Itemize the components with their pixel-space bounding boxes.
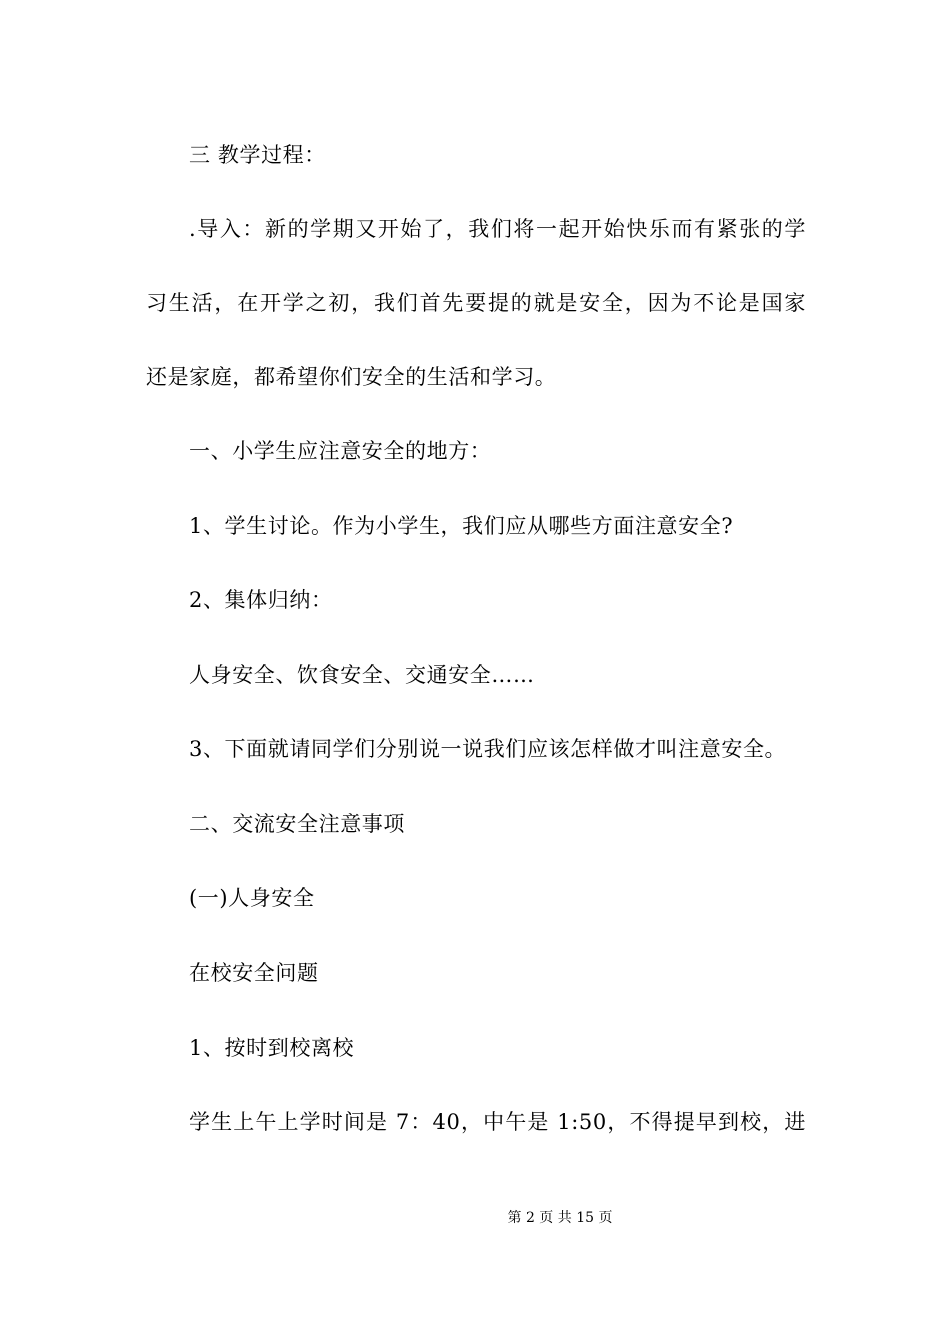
section-heading: 二、交流安全注意事项 (189, 812, 405, 836)
list-item: 1、学生讨论。作为小学生，我们应从哪些方面注意安全? (189, 514, 734, 538)
subsection-heading: (一)人身安全 (189, 886, 315, 910)
paragraph-line: 还是家庭，都希望你们安全的生活和学习。 (146, 365, 557, 389)
section-heading-teaching-process: 三 教学过程： (189, 143, 326, 167)
section-heading: 一、小学生应注意安全的地方： (189, 439, 492, 463)
list-item: 2、集体归纳： (189, 588, 333, 612)
list-item: 1、按时到校离校 (189, 1036, 355, 1060)
page-number-footer: 第 2 页 共 15 页 (507, 1210, 613, 1226)
subsection-heading: 在校安全问题 (189, 961, 319, 985)
list-item: 3、下面就请同学们分别说一说我们应该怎样做才叫注意安全。 (189, 737, 787, 761)
paragraph-line: .导入：新的学期又开始了，我们将一起开始快乐而有紧张的学 (189, 217, 806, 241)
paragraph-line: 学生上午上学时间是 7：40，中午是 1:50，不得提早到校，进 (189, 1110, 806, 1134)
paragraph-line: 人身安全、饮食安全、交通安全…… (189, 663, 535, 687)
paragraph-line: 习生活，在开学之初，我们首先要提的就是安全，因为不论是国家 (146, 291, 806, 315)
